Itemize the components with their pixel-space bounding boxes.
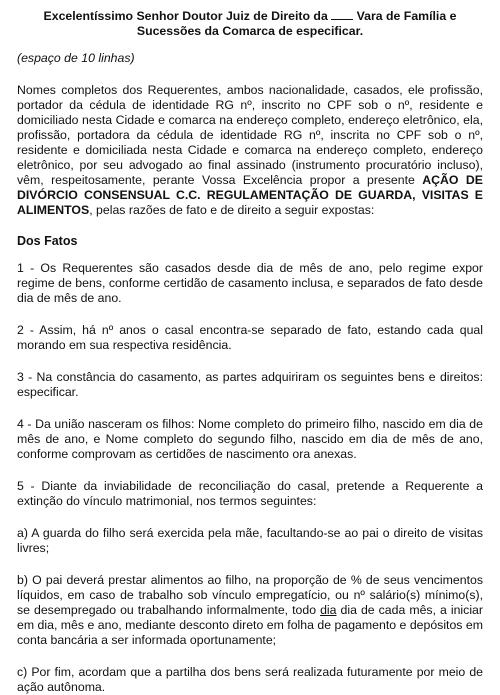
document-page [17,0,483,695]
item-b-start: b) O pai deverá prestar alimentos ao filho, na proporção de % de seus vencimentos líquidos, em caso de trabalho sob vínculo empregatício, ou nº salário(s) mínimo(s), se desempregado ou trabalhando informalmente, todo [17,573,483,617]
title-part-1: Excelentíssimo Senhor Doutor Juiz de Direito da [43,9,328,23]
intro-text: Nomes completos dos Requerentes, ambos nacionalidade, casados, ele profissão, portador da cédula de identidade RG nº, inscrito no CPF sob o nº, residente e domiciliado nesta Cidade e comarca na endereço completo, endereço eletrônico, ela, profissão, portadora da cédula de identidade RG nº, inscrita no CPF sob o nº, residente e domiciliada nesta Cidade e comarca na endereço completo, endereço eletrônico, por seu advogado ao final assinado (instrumento procuratório incluso), vêm, respeitosamente, perante Vossa Excelência propor a presente [17,83,483,187]
document-title [17,0,483,39]
title-blank-line [331,8,353,20]
fact-item-4: 4 - Da união nasceram os filhos: Nome completo do primeiro filho, nascido em dia de mês de ano, e Nome completo do segundo filho, nascido em dia de mês de ano, conforme comprovam as certidões de nascimento ora anexas. [17,417,483,461]
section-heading: Dos Fatos [17,234,78,248]
action-title: AÇÃO DE DIVÓRCIO CONSENSUAL C.C. REGULAMENTAÇÃO DE GUARDA, VISITAS E ALIMENTOS [17,173,483,217]
fact-item-3: 3 - Na constância do casamento, as partes adquiriram os seguintes bens e direitos: especificar. [17,370,483,399]
term-item-c: c) Por fim, acordam que a partilha dos bens será realizada futuramente por meio de ação autônoma. [17,665,483,694]
fact-item-2: 2 - Assim, há nº anos o casal encontra-se separado de fato, estando cada qual morando em sua respectiva residência. [17,323,483,352]
item-b-end: dia de cada mês, a iniciar em dia, mês e ano, mediante desconto direto em folha de pagamento e depósitos em conta bancária a ser informada oportunamente; [17,603,483,647]
fact-item-5: 5 - Diante da inviabilidade de reconciliação do casal, pretende a Requerente a extinção do vínculo matrimonial, nos termos seguintes: [17,479,483,508]
intro-end: , pelas razões de fato e de direito a seguir expostas: [89,203,375,217]
term-item-b [17,573,483,648]
item-b-underlined-word: dia [320,603,337,617]
intro-paragraph [17,83,483,218]
title-part-2: Vara de Família e Sucessões da Comarca de especificar. [136,9,457,38]
fact-item-1: 1 - Os Requerentes são casados desde dia de mês de ano, pelo regime expor regime de bens, conforme certidão de casamento inclusa, e separados de fato desde dia de mês de ano. [17,261,483,305]
spacing-note: (espaço de 10 linhas) [17,51,135,65]
term-item-a: a) A guarda do filho será exercida pela mãe, facultando-se ao pai o direito de visitas livres; [17,526,483,555]
